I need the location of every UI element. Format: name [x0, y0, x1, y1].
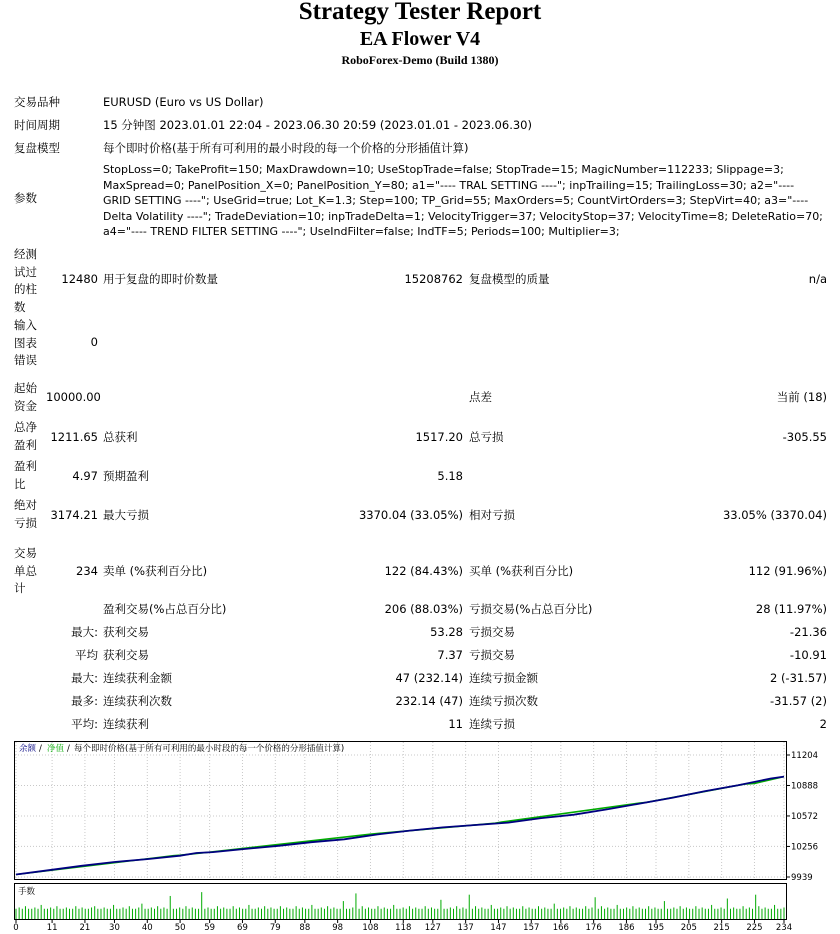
net-profit-label: 总净盈利 — [14, 420, 37, 452]
chart-legend — [19, 743, 344, 754]
max-consecutive-losses-label: 连续亏损金额 — [469, 671, 538, 685]
x-tick-label: 127 — [424, 923, 441, 933]
x-tick-label: 11 — [46, 923, 58, 933]
x-tick-label: 69 — [237, 923, 248, 933]
rel-drawdown-value: 33.05% (3370.04) — [722, 508, 827, 522]
spread-value: 当前 (18) — [776, 390, 827, 404]
net-profit-value: 1211.65 — [50, 430, 98, 444]
max-consecutive-losses-value: 2 (-31.57) — [769, 671, 827, 685]
x-tick-label: 50 — [174, 923, 186, 933]
chart-background — [14, 739, 826, 931]
gross-profit-label: 总获利 — [103, 430, 138, 444]
y-tick-label: 9939 — [791, 873, 813, 883]
legend-equity: 净值 — [47, 744, 65, 754]
abs-drawdown-label: 绝对亏损 — [14, 498, 37, 530]
y-tick-label: 11204 — [791, 751, 819, 761]
x-tick-label: 88 — [299, 923, 311, 933]
average-loss-label: 亏损交易 — [469, 648, 515, 662]
max-consecutive-wins-value: 47 (232.14) — [395, 671, 463, 685]
loss-trades-label: 亏损交易(%占总百分比) — [469, 602, 593, 616]
x-tick-label: 137 — [457, 923, 474, 933]
avg-consecutive-wins-label: 连续获利 — [103, 717, 149, 731]
model-value: 每个即时价格(基于所有可利用的最小时段的每一个价格的分形插值计算) — [103, 141, 469, 155]
short-positions-label: 卖单 (%获利百分比) — [103, 564, 208, 578]
x-tick-label: 195 — [647, 923, 665, 933]
symbol-value: EURUSD (Euro vs US Dollar) — [103, 95, 264, 109]
average-label: 平均 — [75, 648, 98, 662]
largest-label: 最大: — [71, 625, 98, 639]
period-value: 15 分钟图 2023.01.01 22:04 - 2023.06.30 20:59 (2023.01.01 - 2023.06.30) — [103, 118, 532, 132]
legend-separator-1: / — [39, 744, 42, 754]
max-consecutive-profit-label: 连续获利次数 — [103, 694, 172, 708]
legend-balance: 余额 — [19, 744, 37, 754]
bars-value: 12480 — [61, 272, 98, 286]
errors-label: 输入图表错误 — [14, 318, 37, 367]
max-consecutive-profit-value: 232.14 (47) — [395, 694, 463, 708]
total-trades-value: 234 — [76, 564, 98, 578]
y-tick-label: 10888 — [791, 781, 819, 792]
x-tick-label: 118 — [395, 923, 412, 933]
gross-profit-value: 1517.20 — [415, 430, 463, 444]
profit-factor-value: 4.97 — [72, 469, 98, 483]
abs-drawdown-value: 3174.21 — [50, 508, 98, 522]
x-tick-label: 205 — [680, 923, 697, 933]
max-consecutive-wins-label: 连续获利金额 — [103, 671, 172, 685]
average-loss-value: -10.91 — [789, 648, 827, 662]
long-positions-value: 112 (91.96%) — [748, 564, 827, 578]
balance-chart — [14, 739, 826, 931]
average-profit-value: 7.37 — [437, 648, 463, 662]
largest-profit-label: 获利交易 — [103, 625, 149, 639]
max-consecutive-loss-value: -31.57 (2) — [769, 694, 827, 708]
profit-trades-value: 206 (88.03%) — [384, 602, 463, 616]
expected-payoff-value: 5.18 — [437, 469, 463, 483]
errors-value: 0 — [90, 335, 98, 349]
x-tick-label: 215 — [713, 923, 730, 933]
short-positions-value: 122 (84.43%) — [384, 564, 463, 578]
x-tick-label: 147 — [490, 923, 507, 933]
largest-profit-value: 53.28 — [430, 625, 463, 639]
x-tick-label: 40 — [141, 923, 153, 933]
avg-consecutive-wins-value: 11 — [448, 717, 463, 731]
deposit-label: 起始资金 — [14, 381, 37, 413]
legend-model: 每个即时价格(基于所有可利用的最小时段的每一个价格的分形插值计算) — [74, 744, 345, 754]
report-title: Strategy Tester Report — [298, 0, 542, 25]
long-positions-label: 买单 (%获利百分比) — [469, 564, 574, 578]
avg-consecutive-losses-label: 连续亏损 — [469, 717, 515, 731]
deposit-value: 10000.00 — [46, 390, 101, 404]
max-drawdown-label: 最大亏损 — [103, 508, 149, 522]
y-tick-label: 10256 — [791, 842, 819, 853]
profit-factor-label: 盈利比 — [14, 459, 37, 491]
max-consecutive-loss-label: 连续亏损次数 — [469, 694, 538, 708]
quality-value: n/a — [808, 272, 827, 286]
gross-loss-value: -305.55 — [782, 430, 827, 444]
x-tick-label: 21 — [79, 923, 91, 933]
max-profit-label: 最多: — [71, 694, 98, 708]
x-tick-label: 176 — [585, 923, 602, 933]
largest-loss-label: 亏损交易 — [469, 625, 515, 639]
volume-label: 手数 — [18, 887, 36, 897]
x-tick-label: 59 — [204, 923, 216, 933]
avg-consecutive-label: 平均: — [71, 717, 98, 731]
y-tick-label: 10572 — [791, 811, 819, 822]
x-tick-label: 30 — [109, 923, 120, 933]
params-label: 参数 — [14, 191, 37, 205]
x-tick-label: 108 — [362, 923, 379, 933]
rel-drawdown-label: 相对亏损 — [469, 508, 515, 522]
profit-trades-label: 盈利交易(%占总百分比) — [103, 602, 227, 616]
max-drawdown-value: 3370.04 (33.05%) — [358, 508, 463, 522]
avg-consecutive-losses-value: 2 — [819, 717, 827, 731]
total-trades-label: 交易单总计 — [14, 546, 37, 595]
x-tick-label: 234 — [775, 923, 793, 933]
legend-separator-2: / — [67, 744, 70, 754]
x-tick-label: 157 — [523, 923, 540, 933]
ticks-label: 用于复盘的即时价数量 — [103, 272, 218, 286]
x-tick-label: 166 — [552, 923, 569, 933]
expected-payoff-label: 预期盈利 — [103, 469, 149, 483]
x-tick-label: 186 — [618, 923, 635, 933]
gross-loss-label: 总亏损 — [469, 430, 504, 444]
ticks-value: 15208762 — [404, 272, 463, 286]
max-consecutive-label: 最大: — [71, 671, 98, 685]
quality-label: 复盘模型的质量 — [469, 272, 550, 286]
bars-label: 经测试过的柱数 — [14, 247, 37, 314]
ea-name: EA Flower V4 — [359, 28, 481, 50]
server-build: RoboForex-Demo (Build 1380) — [341, 53, 499, 67]
x-tick-label: 225 — [746, 923, 763, 933]
x-tick-label: 0 — [13, 923, 19, 933]
params-value: StopLoss=0; TakeProfit=150; MaxDrawdown=10; UseStopTrade=false; StopTrade=15; MagicNumber=112233; Slippage=3; MaxSpread=0; PanelPosition_X=0; PanelPosition_Y=80; a1="---- TRAL SETTING ----"; inpTrailing=15; TrailingLoss=30; a2="---- GRID SETTING ----"; UseGrid=true; Lot_K=1.3; Step=100; TP_Grid=55; MaxOrders=5; CountVirtOrders=3; StepVirt=40; a3="---- Delta Volatility ----"; TradeDeviation=10; inpTradeDelta=1; VelocityTrigger=37; VelocityStop=37; VelocityTime=8; DeleteRatio=70; a4="---- TREND FILTER SETTING ----"; UseIndFilter=false; IndTF=5; Periods=100; Multiplier=3; — [103, 163, 823, 238]
symbol-label: 交易品种 — [14, 95, 60, 109]
average-profit-label: 获利交易 — [103, 648, 149, 662]
spread-label: 点差 — [469, 390, 492, 404]
loss-trades-value: 28 (11.97%) — [755, 602, 827, 616]
x-tick-label: 98 — [332, 923, 344, 933]
model-label: 复盘模型 — [14, 141, 60, 155]
x-tick-label: 79 — [269, 923, 281, 933]
largest-loss-value: -21.36 — [789, 625, 827, 639]
period-label: 时间周期 — [14, 118, 60, 132]
